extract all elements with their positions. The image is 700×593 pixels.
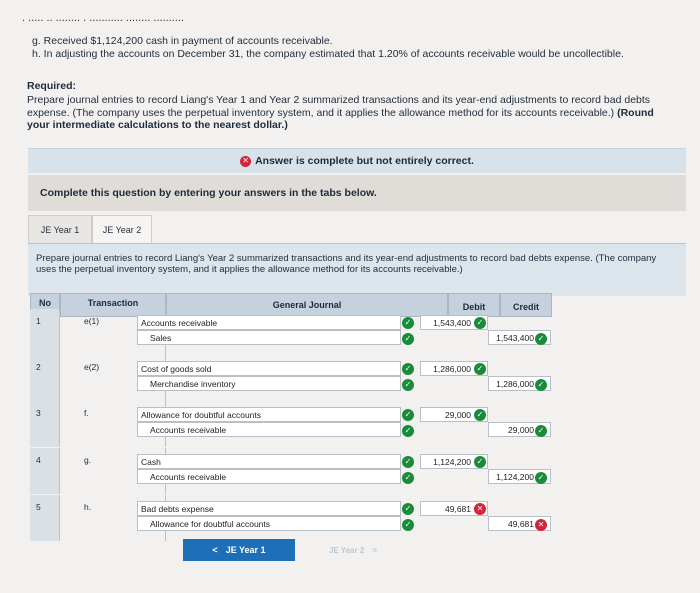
round-note: (Round your intermediate calculations to the nearest dollar.) bbox=[27, 106, 654, 131]
journal-row bbox=[30, 309, 551, 355]
debit-account-select[interactable]: Allowance for doubtful accounts bbox=[137, 407, 401, 422]
header-credit: Credit bbox=[500, 293, 552, 317]
incorrect-icon: ✕ bbox=[240, 156, 251, 167]
credit-amount-input[interactable]: 1,286,000 bbox=[488, 376, 551, 391]
credit-check-icon: ✓ bbox=[535, 425, 547, 437]
debit-amount-input[interactable]: 1,286,000 bbox=[420, 361, 488, 376]
transaction-label: e(1) bbox=[84, 316, 100, 326]
required-heading: Required: bbox=[27, 80, 77, 92]
row-number: 3 bbox=[36, 408, 41, 418]
row-number-cell bbox=[30, 448, 60, 494]
credit-check-icon: ✓ bbox=[535, 379, 547, 391]
debit-amount-input[interactable]: 1,124,200 bbox=[420, 454, 488, 469]
debit-account-check-icon: ✓ bbox=[402, 317, 414, 329]
credit-amount-input[interactable]: 1,124,200 bbox=[488, 469, 551, 484]
item-g: g. Received $1,124,200 cash in payment of accounts receivable. bbox=[32, 35, 333, 47]
journal-row bbox=[30, 355, 551, 401]
header-debit: Debit bbox=[448, 293, 500, 317]
prompt-box bbox=[28, 244, 686, 296]
next-button[interactable]: JE Year 2 > bbox=[328, 545, 378, 555]
debit-check-icon: ✓ bbox=[474, 363, 486, 375]
journal-row bbox=[30, 401, 551, 447]
credit-incorrect-icon: ✕ bbox=[535, 519, 547, 531]
row-number-cell bbox=[30, 401, 60, 447]
row-number-cell bbox=[30, 495, 60, 541]
answer-status-bar bbox=[28, 148, 686, 173]
credit-account-select[interactable]: Accounts receivable bbox=[137, 422, 401, 437]
debit-account-check-icon: ✓ bbox=[402, 503, 414, 515]
debit-account-select[interactable]: Bad debts expense bbox=[137, 501, 401, 516]
row-number: 2 bbox=[36, 362, 41, 372]
credit-account-select[interactable]: Sales bbox=[137, 330, 401, 345]
debit-amount-input[interactable]: 1,543,400 bbox=[420, 315, 488, 330]
transaction-label: e(2) bbox=[84, 362, 100, 372]
prev-button[interactable]: < JE Year 1 bbox=[183, 539, 295, 561]
debit-account-select[interactable]: Accounts receivable bbox=[137, 315, 401, 330]
credit-check-icon: ✓ bbox=[535, 472, 547, 484]
credit-amount-input[interactable]: 29,000 bbox=[488, 422, 551, 437]
transaction-label: h. bbox=[84, 502, 92, 512]
credit-account-check-icon: ✓ bbox=[402, 519, 414, 531]
credit-check-icon: ✓ bbox=[535, 333, 547, 345]
credit-account-select[interactable]: Accounts receivable bbox=[137, 469, 401, 484]
debit-account-select[interactable]: Cash bbox=[137, 454, 401, 469]
debit-account-check-icon: ✓ bbox=[402, 363, 414, 375]
instruction-text: Complete this question by entering your answers in the tabs below. bbox=[40, 187, 377, 199]
journal-row bbox=[30, 448, 551, 494]
debit-check-icon: ✓ bbox=[474, 409, 486, 421]
credit-account-check-icon: ✓ bbox=[402, 425, 414, 437]
debit-account-check-icon: ✓ bbox=[402, 456, 414, 468]
credit-account-select[interactable]: Allowance for doubtful accounts bbox=[137, 516, 401, 531]
journal-row bbox=[30, 495, 551, 541]
answer-status-text: Answer is complete but not entirely correct. bbox=[255, 155, 474, 167]
debit-account-select[interactable]: Cost of goods sold bbox=[137, 361, 401, 376]
credit-account-check-icon: ✓ bbox=[402, 333, 414, 345]
credit-amount-input[interactable]: 1,543,400 bbox=[488, 330, 551, 345]
row-number-cell bbox=[30, 309, 60, 355]
credit-account-check-icon: ✓ bbox=[402, 379, 414, 391]
transaction-label: f. bbox=[84, 408, 89, 418]
credit-account-select[interactable]: Merchandise inventory bbox=[137, 376, 401, 391]
tab-je-year-1[interactable]: JE Year 1 bbox=[28, 215, 92, 243]
chevron-left-icon: < bbox=[212, 545, 218, 555]
clipped-previous-item: . ..... .. ........ . ........... ........ .......... bbox=[22, 18, 184, 24]
credit-account-check-icon: ✓ bbox=[402, 472, 414, 484]
debit-incorrect-icon: ✕ bbox=[474, 503, 486, 515]
required-text: Prepare journal entries to record Liang's Year 1 and Year 2 summarized transactions and its year-end adjustments to record bad debts expense. (The company uses the perpetual inventory system, and it applies the allowance method for its accounts receivable.) (Round your intermediate calculations to the nearest dollar.) bbox=[27, 94, 654, 131]
row-number: 5 bbox=[36, 502, 41, 512]
chevron-right-icon: > bbox=[372, 545, 378, 555]
debit-check-icon: ✓ bbox=[474, 456, 486, 468]
credit-amount-input[interactable]: 49,681 bbox=[488, 516, 551, 531]
transaction-label: g. bbox=[84, 455, 92, 465]
debit-account-check-icon: ✓ bbox=[402, 409, 414, 421]
row-number: 4 bbox=[36, 455, 41, 465]
debit-amount-input[interactable]: 49,681 bbox=[420, 501, 488, 516]
header-transaction: Transaction bbox=[60, 293, 166, 317]
prompt-text: Prepare journal entries to record Liang's Year 2 summarized transactions and its year-end adjustments to record bad debts expense. (The company uses the perpetual inventory system, and it applies the allowance method for its accounts receivable.) bbox=[36, 253, 657, 275]
tab-je-year-2[interactable]: JE Year 2 bbox=[92, 215, 152, 243]
instruction-bar bbox=[28, 175, 686, 211]
item-h: h. In adjusting the accounts on December 31, the company estimated that 1.20% of accounts receivable would be uncollectible. bbox=[32, 48, 624, 60]
row-number: 1 bbox=[36, 316, 41, 326]
row-number-cell bbox=[30, 355, 60, 401]
header-general-journal: General Journal bbox=[166, 293, 448, 317]
header-no: No bbox=[30, 293, 60, 317]
debit-check-icon: ✓ bbox=[474, 317, 486, 329]
debit-amount-input[interactable]: 29,000 bbox=[420, 407, 488, 422]
